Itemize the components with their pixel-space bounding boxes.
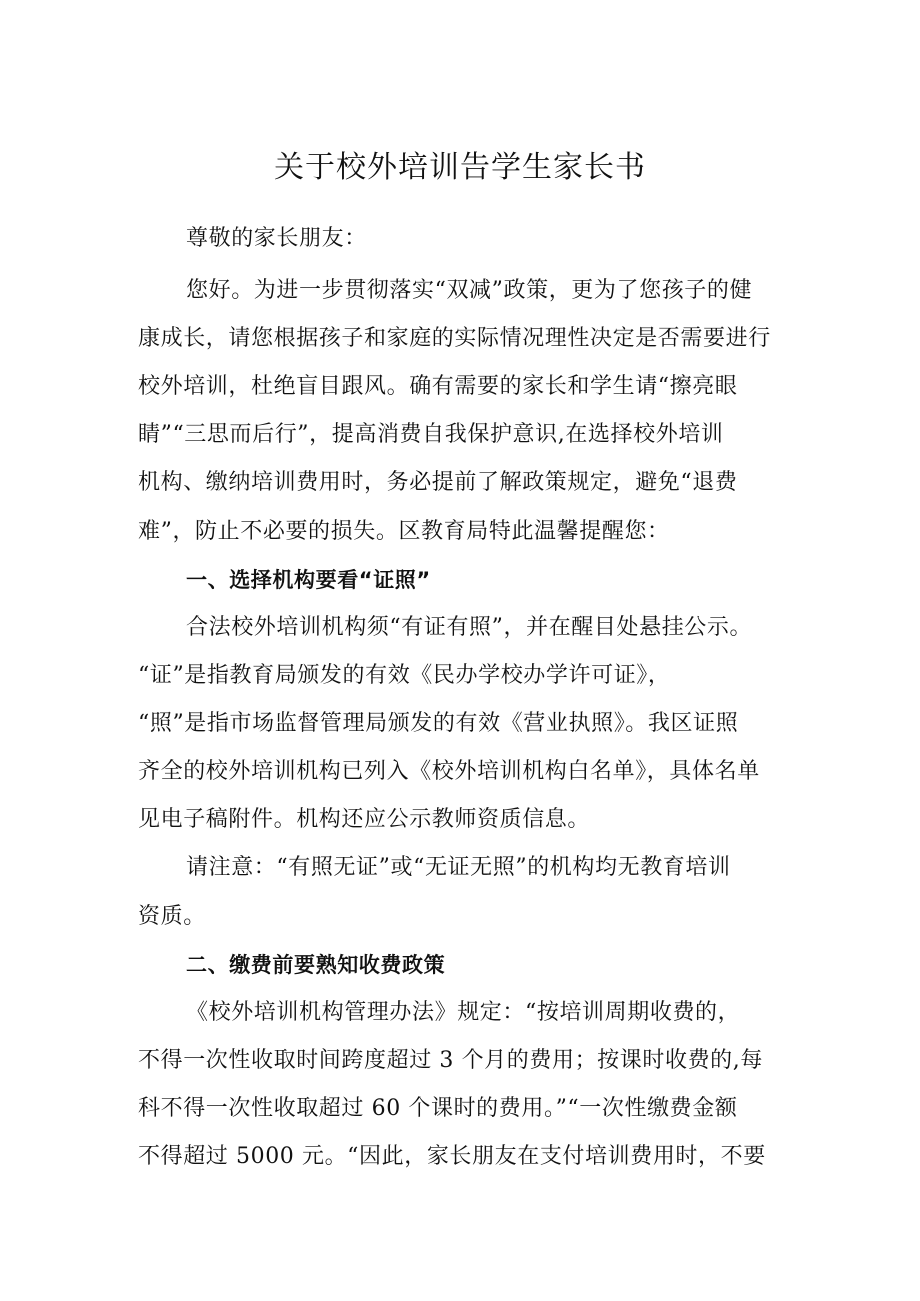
paragraph-line: 难”，防止不必要的损失。区教育局特此温馨提醒您： — [138, 519, 670, 544]
paragraph-line: 不得超过 5000 元。“因此，家长朋友在支付培训费用时，不要 — [138, 1144, 766, 1169]
salutation: 尊敬的家长朋友： — [186, 226, 367, 251]
section-heading-2: 二、缴费前要熟知收费政策 — [186, 953, 446, 977]
paragraph-line: 请注意：“有照无证”或“无证无照”的机构均无教育培训 — [186, 855, 731, 880]
paragraph-line: 科不得一次性收取超过 60 个课时的费用。”“一次性缴费金额 — [138, 1096, 738, 1121]
paragraph-line: 合法校外培训机构须“有证有照”，并在醒目处悬挂公示。 — [186, 615, 753, 640]
paragraph-line: 资质。 — [138, 904, 206, 929]
paragraph-line: “证”是指教育局颁发的有效《民办学校办学许可证》， — [138, 663, 671, 688]
paragraph-line: 《校外培训机构管理办法》规定：“按培训周期收费的， — [186, 1000, 741, 1025]
paragraph-line: 齐全的校外培训机构已列入《校外培训机构白名单》，具体名单 — [138, 759, 760, 784]
paragraph-line: 校外培训，杜绝盲目跟风。确有需要的家长和学生请“擦亮眼 — [138, 374, 738, 399]
paragraph-line: 见电子稿附件。机构还应公示教师资质信息。 — [138, 807, 591, 832]
paragraph-line: 不得一次性收取时间跨度超过 3 个月的费用；按课时收费的,每 — [138, 1048, 763, 1073]
paragraph-line: 机构、缴纳培训费用时，务必提前了解政策规定，避免“退费 — [138, 470, 738, 495]
document-title: 关于校外培训告学生家长书 — [274, 150, 646, 185]
paragraph-line: 您好。为进一步贯彻落实“双减”政策，更为了您孩子的健 — [186, 278, 753, 303]
section-heading-1: 一、选择机构要看“证照” — [186, 568, 431, 592]
paragraph-line: “照”是指市场监督管理局颁发的有效《营业执照》。我区证照 — [138, 711, 739, 736]
paragraph-line: 康成长，请您根据孩子和家庭的实际情况理性决定是否需要进行 — [138, 326, 771, 351]
paragraph-line: 睛”“三思而后行”，提高消费自我保护意识,在选择校外培训 — [138, 422, 724, 447]
